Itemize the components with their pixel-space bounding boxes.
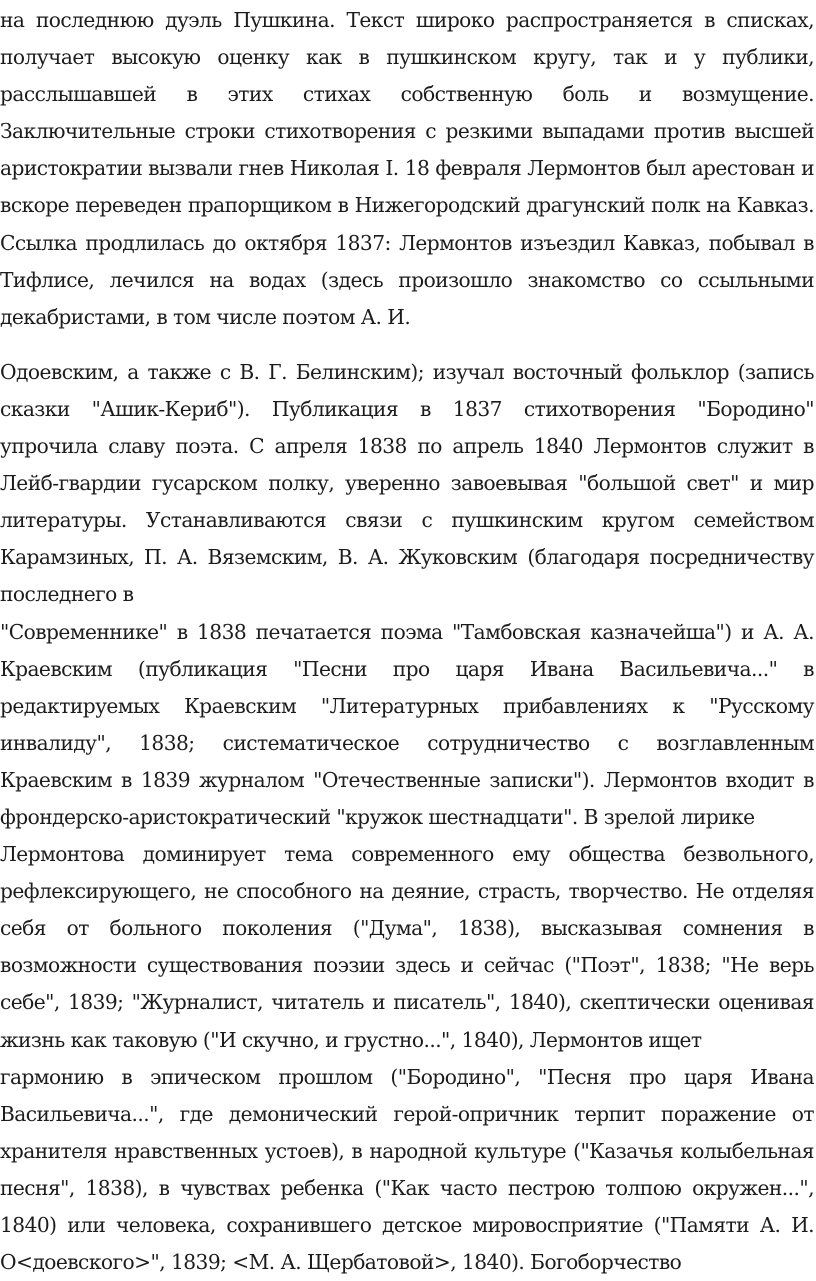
paragraph-2: Одоевским, а также с В. Г. Белинским); изучал восточный фольклор (запись сказки "Ашик-Кериб"). Публикация в 1837 стихотворения "Бородино" упрочила славу поэта. С апреля 1838 по апрель 1840 Лермонтов служит в Лейб-гвардии гусарском полку, уверенно завоевывая "большой свет" и мир литературы. Устанавливаются связи с пушкинским кругом семейством Карамзиных, П. А. Вяземским, В. А. Жуковским (благодаря посредничеству последнего в bbox=[0, 359, 814, 607]
paragraph-3: "Современнике" в 1838 печатается поэма "Тамбовская казначейша") и А. А. Краевским (публикация "Песни про царя Ивана Васильевича..." в редактируемых Краевским "Литературных прибавлениях к "Русскому инвалиду", 1838; систематическое сотрудничество с возглавленным Краевским в 1839 журналом "Отечественные записки"). Лермонтов входит в фрондерско-аристократический "кружок шестнадцати". В зрелой лирике bbox=[0, 619, 814, 829]
paragraph-gap bbox=[0, 336, 814, 354]
paragraph-4: Лермонтова доминирует тема современного ему общества безвольного, рефлексирующего, не способного на деяние, страсть, творчество. Не отделяя себя от больного поколения ("Дума", 1838), высказывая сомнения в возможности существования поэзии здесь и сейчас ("Поэт", 1838; "Не верь себе", 1839; "Журналист, читатель и писатель", 1840), скептически оценивая жизнь как таковую ("И скучно, и грустно...", 1840), Лермонтов ищет bbox=[0, 842, 814, 1052]
paragraph-5: гармонию в эпическом прошлом ("Бородино", "Песня про царя Ивана Васильевича...", где демонический герой-опричник терпит поражение от хранителя нравственных устоев), в народной культуре ("Казачья колыбельная песня", 1838), в чувствах ребенка ("Как часто пестрою толпою окружен...", 1840) или человека, сохранившего детское мировосприятие ("Памяти А. И. О<доевского>", 1839; <М. А. Щербатовой>, 1840). Богоборчество bbox=[0, 1064, 814, 1275]
paragraph-1: на последнюю дуэль Пушкина. Текст широко распространяется в списках, получает высокую оценку как в пушкинском кругу, так и у публики, расслышавшей в этих стихах собственную боль и возмущение. Заключительные строки стихотворения с резкими выпадами против высшей аристократии вызвали гнев Николая I. 18 февраля Лермонтов был арестован и вскоре переведен прапорщиком в Нижегородский драгунский полк на Кавказ. Ссылка продлилась до октября 1837: Лермонтов изъездил Кавказ, побывал в Тифлисе, лечился на водах (здесь произошло знакомство со ссыльными декабристами, в том числе поэтом А. И. bbox=[0, 8, 814, 329]
